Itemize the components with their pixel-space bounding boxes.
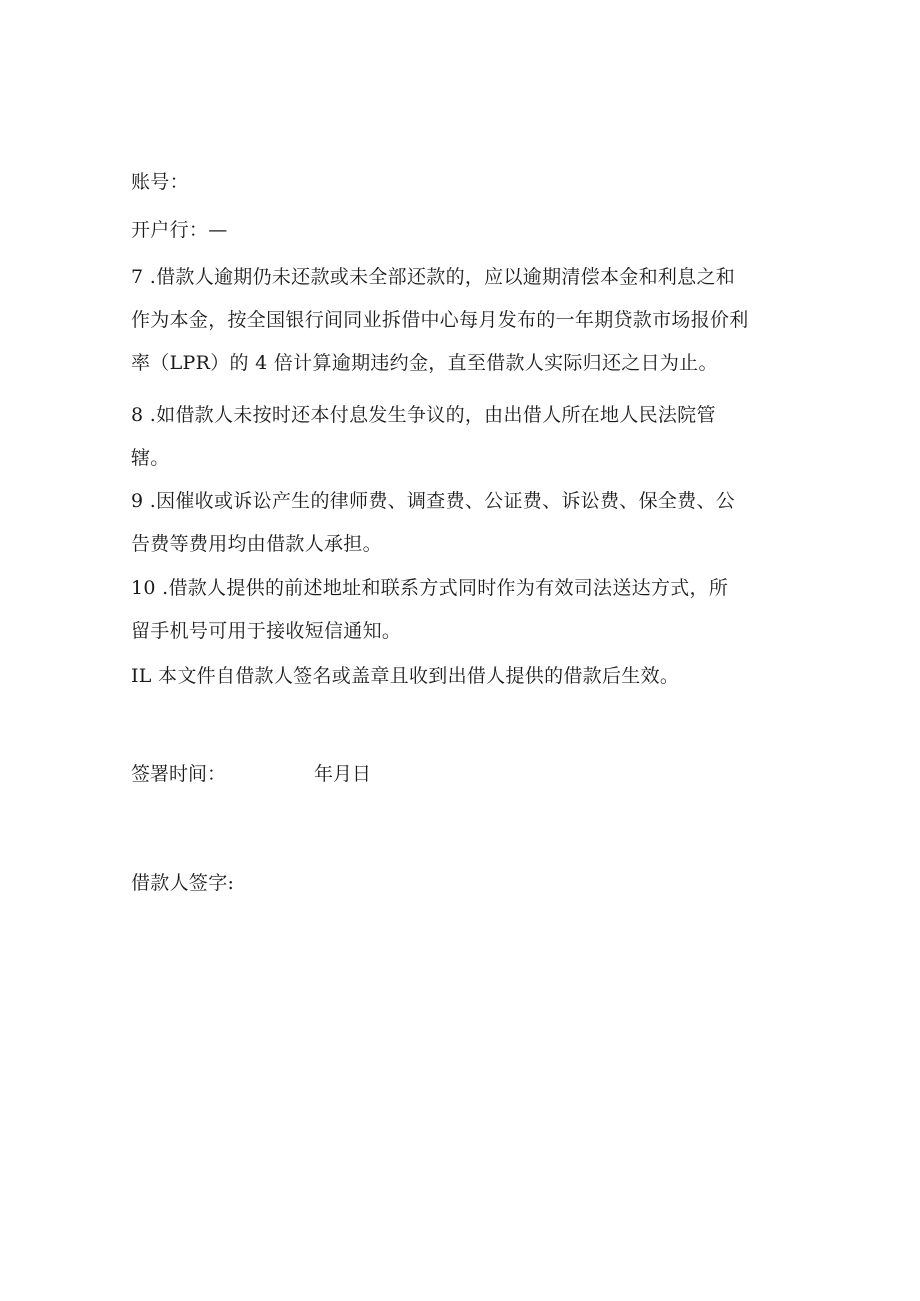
sign-time-row xyxy=(131,762,372,786)
clause-10-line-2: 留手机号可用于接收短信通知。 xyxy=(131,620,402,642)
clause-7-line-2: 作为本金，按全国银行间同业拆借中心每月发布的一年期贷款市场报价利 xyxy=(131,309,749,331)
clause-8-line-1: 8 .如借款人未按时还本付息发生争议的，由出借人所在地人民法院管 xyxy=(131,404,716,426)
clause-9 xyxy=(131,480,781,566)
clause-10-line-1: 10 .借款人提供的前述地址和联系方式同时作为有效司法送达方式，所 xyxy=(131,577,729,599)
borrower-signature-label: 借款人签字: xyxy=(131,872,235,894)
clause-10 xyxy=(131,567,781,653)
sign-date-placeholder: 年月日 xyxy=(314,763,372,785)
clause-9-line-1: 9 .因催收或诉讼产生的律师费、调查费、公证费、诉讼费、保全费、公 xyxy=(131,490,736,512)
clause-9-line-2: 告费等费用均由借款人承担。 xyxy=(131,533,382,555)
sign-time-label: 签署时间： xyxy=(131,763,227,785)
bank-label: 开户行：— xyxy=(131,219,228,241)
clause-7 xyxy=(131,256,781,385)
clause-8-line-2: 辖。 xyxy=(131,447,170,469)
clause-7-line-3: 率（LPR）的 4 倍计算逾期违约金，直至借款人实际归还之日为止。 xyxy=(131,352,718,374)
clause-7-line-1: 7 .借款人逾期仍未还款或未全部还款的，应以逾期清偿本金和利息之和 xyxy=(131,266,736,288)
clause-11: IL 本文件自借款人签名或盖章且收到出借人提供的借款后生效。 xyxy=(131,665,680,687)
clause-8 xyxy=(131,394,781,480)
account-label: 账号： xyxy=(131,171,189,193)
